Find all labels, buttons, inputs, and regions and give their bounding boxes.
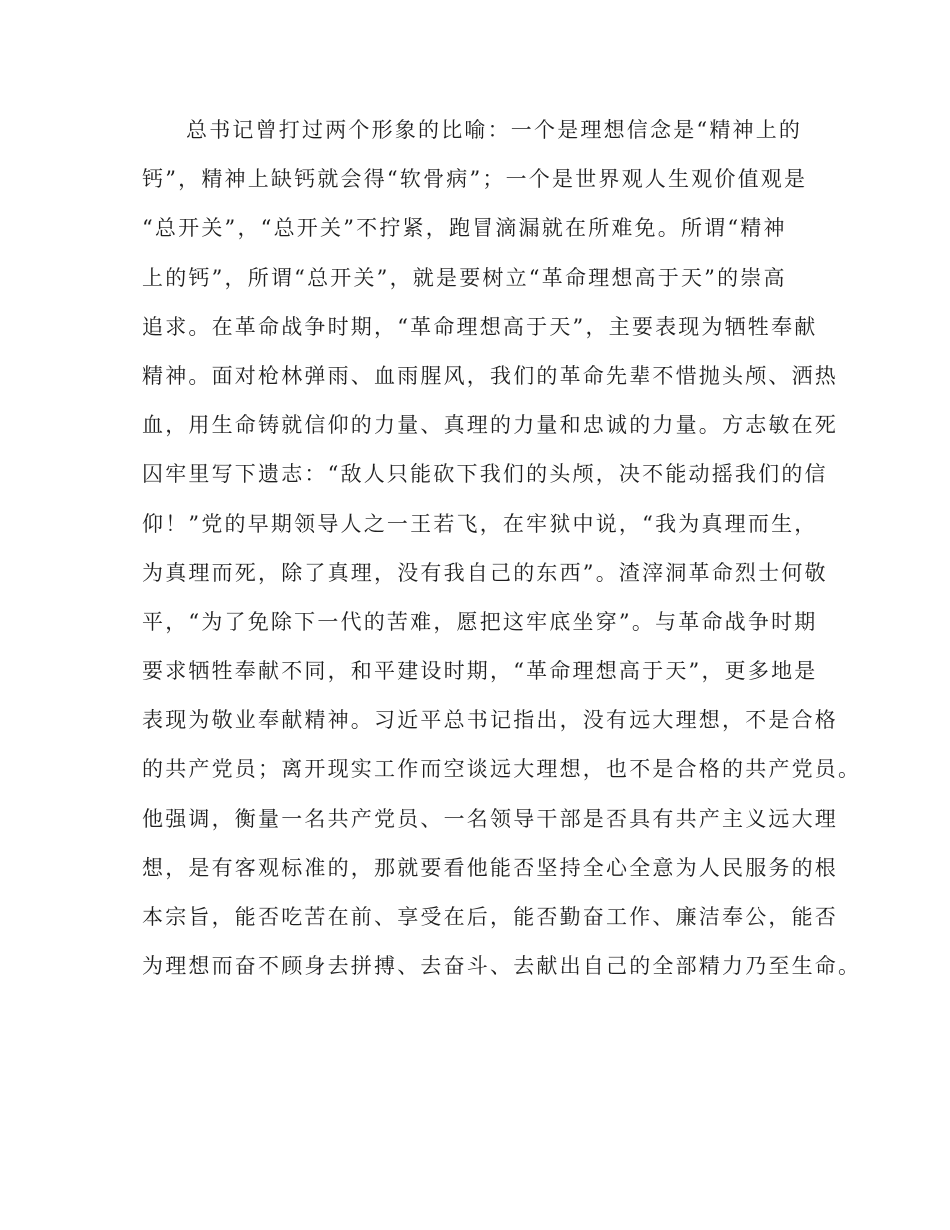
paragraph-line: 为理想而奋不顾身去拼搏、去奋斗、去献出自己的全部精力乃至生命。 [142,954,862,979]
body-paragraph [142,106,862,991]
paragraph-line: 本宗旨，能否吃苦在前、享受在后，能否勤奋工作、廉洁奉公，能否 [142,905,838,929]
paragraph-line: 血，用生命铸就信仰的力量、真理的力量和忠诚的力量。方志敏在死 [142,413,838,438]
paragraph-line: 想，是有客观标准的，那就要看他能否坚持全心全意为人民服务的根 [142,855,838,880]
paragraph-line: 精神。面对枪林弹雨、血雨腥风，我们的革命先辈不惜抛头颅、洒热 [142,363,838,388]
paragraph-line: 追求。在革命战争时期，“革命理想高于天”，主要表现为牺牲奉献 [142,314,818,339]
paragraph-line: 囚牢里写下遗志：“敌人只能砍下我们的头颅，决不能动摇我们的信 [142,462,828,487]
paragraph-line: 为真理而死，除了真理，没有我自己的东西”。渣滓洞革命烈士何敬 [142,560,828,585]
paragraph-line: 表现为敬业奉献精神。习近平总书记指出，没有远大理想，不是合格 [142,708,838,733]
paragraph-line: 要求牺牲奉献不同，和平建设时期，“革命理想高于天”，更多地是 [142,659,818,684]
paragraph-line: 他强调，衡量一名共产党员、一名领导干部是否具有共产主义远大理 [142,806,838,831]
paragraph-line: 总书记曾打过两个形象的比喻：一个是理想信念是“精神上的 [186,118,803,142]
paragraph-line: 平，“为了免除下一代的苦难，愿把这牢底坐穿”。与革命战争时期 [142,609,818,634]
paragraph-line: 仰！”党的早期领导人之一王若飞，在牢狱中说，“我为真理而生， [142,511,818,536]
paragraph-line: 上的钙”，所谓“总开关”，就是要树立“革命理想高于天”的崇高 [142,265,787,290]
paragraph-line: “总开关”，“总开关”不拧紧，跑冒滴漏就在所难免。所谓“精神 [142,216,787,241]
paragraph-line: 钙”，精神上缺钙就会得“软骨病”；一个是世界观人生观价值观是 [142,167,808,192]
paragraph-line: 的共产党员；离开现实工作而空谈远大理想，也不是合格的共产党员。 [142,757,862,782]
